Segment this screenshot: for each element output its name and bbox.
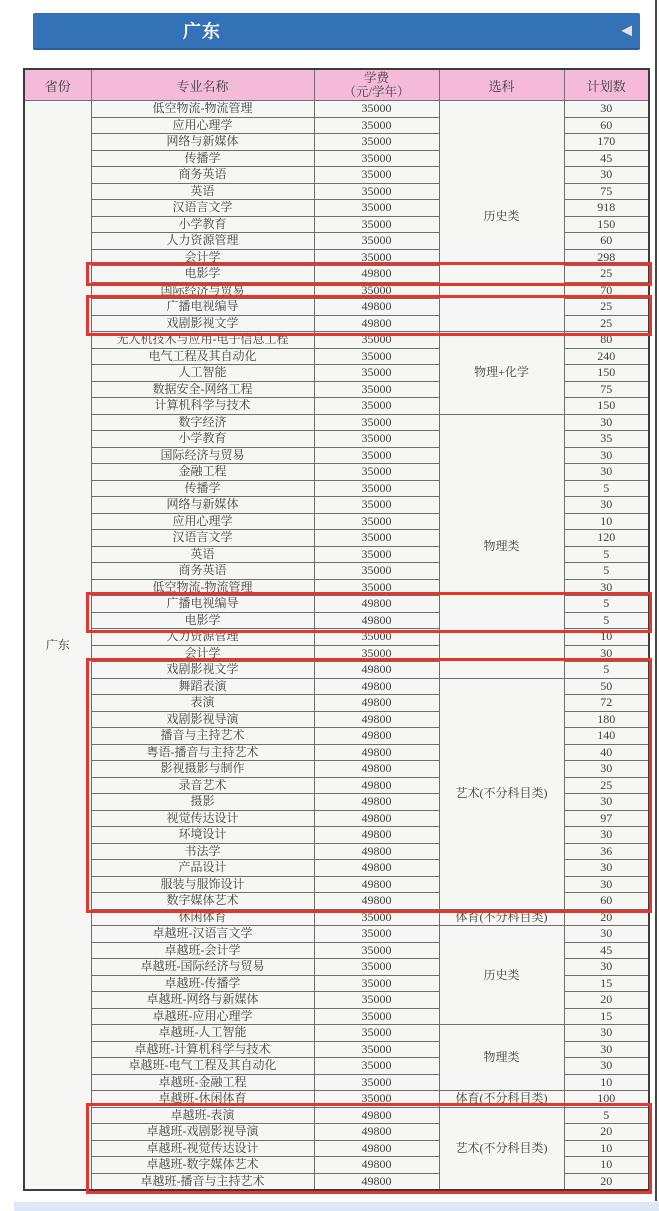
major-cell: 卓越班-播音与主持艺术 xyxy=(91,1173,314,1190)
plan-cell: 30 xyxy=(564,447,649,464)
major-cell: 卓越班-电气工程及其自动化 xyxy=(91,1058,314,1075)
major-cell: 汉语言文学 xyxy=(91,200,314,217)
fee-cell: 35000 xyxy=(314,1041,439,1058)
subject-cell: 物理类 xyxy=(439,1025,564,1091)
major-cell: 英语 xyxy=(91,183,314,200)
major-cell: 卓越班-计算机科学与技术 xyxy=(91,1041,314,1058)
col-header-major: 专业名称 xyxy=(91,69,314,101)
fee-cell: 35000 xyxy=(314,233,439,250)
major-cell: 卓越班-应用心理学 xyxy=(91,1008,314,1025)
fee-cell: 49800 xyxy=(314,893,439,910)
fee-cell: 35000 xyxy=(314,959,439,976)
major-cell: 应用心理学 xyxy=(91,117,314,134)
plan-cell: 5 xyxy=(564,662,649,679)
major-cell: 产品设计 xyxy=(91,860,314,877)
plan-cell: 15 xyxy=(564,1008,649,1025)
col-header-fee-line2: （元/学年） xyxy=(343,85,410,99)
fee-cell: 35000 xyxy=(314,200,439,217)
major-cell: 广播电视编导 xyxy=(91,596,314,613)
fee-cell: 49800 xyxy=(314,744,439,761)
major-cell: 人力资源管理 xyxy=(91,233,314,250)
plan-cell: 60 xyxy=(564,233,649,250)
fee-cell: 35000 xyxy=(314,282,439,299)
major-cell: 汉语言文学 xyxy=(91,530,314,547)
plan-cell: 170 xyxy=(564,134,649,151)
plan-cell: 5 xyxy=(564,596,649,613)
plan-cell: 30 xyxy=(564,876,649,893)
major-cell: 数字媒体艺术 xyxy=(91,893,314,910)
province-bar-title: 广东 xyxy=(183,20,221,41)
province-header-bar[interactable] xyxy=(33,13,640,50)
fee-cell: 35000 xyxy=(314,629,439,646)
fee-cell: 35000 xyxy=(314,1008,439,1025)
fee-cell: 49800 xyxy=(314,1124,439,1141)
collapse-left-triangle-icon[interactable]: ◀ xyxy=(621,22,632,39)
plan-cell: 30 xyxy=(564,827,649,844)
fee-cell: 35000 xyxy=(314,249,439,266)
major-cell: 金融工程 xyxy=(91,464,314,481)
major-cell: 电影学 xyxy=(91,612,314,629)
plan-cell: 60 xyxy=(564,117,649,134)
plan-cell: 30 xyxy=(564,959,649,976)
plan-cell: 25 xyxy=(564,777,649,794)
plan-cell: 20 xyxy=(564,1124,649,1141)
fee-cell: 35000 xyxy=(314,480,439,497)
table-row xyxy=(24,1091,649,1108)
plan-cell: 75 xyxy=(564,381,649,398)
major-cell: 会计学 xyxy=(91,249,314,266)
table-row xyxy=(24,678,649,695)
plan-cell: 150 xyxy=(564,365,649,382)
fee-cell: 35000 xyxy=(314,348,439,365)
plan-cell: 30 xyxy=(564,761,649,778)
plan-cell: 25 xyxy=(564,266,649,283)
major-cell: 国际经济与贸易 xyxy=(91,447,314,464)
major-cell: 会计学 xyxy=(91,645,314,662)
plan-cell: 70 xyxy=(564,282,649,299)
major-cell: 传播学 xyxy=(91,480,314,497)
subject-cell: 物理+化学 xyxy=(439,332,564,415)
major-cell: 应用心理学 xyxy=(91,513,314,530)
fee-cell: 35000 xyxy=(314,167,439,184)
table-row xyxy=(24,414,649,431)
major-cell: 人力资源管理 xyxy=(91,629,314,646)
major-cell: 小学教育 xyxy=(91,216,314,233)
fee-cell: 35000 xyxy=(314,332,439,349)
plan-cell: 30 xyxy=(564,101,649,118)
fee-cell: 49800 xyxy=(314,266,439,283)
subject-cell: 历史类 xyxy=(439,926,564,1025)
fee-cell: 49800 xyxy=(314,761,439,778)
plan-cell: 5 xyxy=(564,546,649,563)
major-cell: 数字经济 xyxy=(91,414,314,431)
major-cell: 卓越班-汉语言文学 xyxy=(91,926,314,943)
fee-cell: 35000 xyxy=(314,464,439,481)
major-cell: 商务英语 xyxy=(91,563,314,580)
fee-cell: 49800 xyxy=(314,299,439,316)
fee-cell: 35000 xyxy=(314,365,439,382)
major-cell: 卓越班-人工智能 xyxy=(91,1025,314,1042)
table-row xyxy=(24,332,649,349)
fee-cell: 35000 xyxy=(314,447,439,464)
major-cell: 戏剧影视导演 xyxy=(91,711,314,728)
fee-cell: 49800 xyxy=(314,827,439,844)
plan-cell: 45 xyxy=(564,942,649,959)
major-cell: 卓越班-表演 xyxy=(91,1107,314,1124)
col-header-fee xyxy=(314,69,439,101)
plan-cell: 30 xyxy=(564,167,649,184)
fee-cell: 35000 xyxy=(314,431,439,448)
fee-cell: 49800 xyxy=(314,1157,439,1174)
subject-cell: 艺术(不分科目类) xyxy=(439,678,564,909)
fee-cell: 49800 xyxy=(314,711,439,728)
fee-cell: 35000 xyxy=(314,645,439,662)
fee-cell: 49800 xyxy=(314,777,439,794)
plan-cell: 10 xyxy=(564,1157,649,1174)
major-cell: 低空物流-物流管理 xyxy=(91,101,314,118)
fee-cell: 49800 xyxy=(314,860,439,877)
major-cell: 书法学 xyxy=(91,843,314,860)
major-cell: 摄影 xyxy=(91,794,314,811)
major-cell: 戏剧影视文学 xyxy=(91,662,314,679)
major-cell: 卓越班-网络与新媒体 xyxy=(91,992,314,1009)
plan-cell: 30 xyxy=(564,860,649,877)
plan-cell: 72 xyxy=(564,695,649,712)
table-row xyxy=(24,1107,649,1124)
plan-cell: 75 xyxy=(564,183,649,200)
fee-cell: 49800 xyxy=(314,876,439,893)
col-header-plan: 计划数 xyxy=(564,69,649,101)
plan-cell: 20 xyxy=(564,992,649,1009)
major-cell: 小学教育 xyxy=(91,431,314,448)
plan-cell: 150 xyxy=(564,398,649,415)
province-cell: 广东 xyxy=(24,101,91,1191)
major-cell: 录音艺术 xyxy=(91,777,314,794)
major-cell: 影视摄影与制作 xyxy=(91,761,314,778)
plan-cell: 120 xyxy=(564,530,649,547)
fee-cell: 49800 xyxy=(314,612,439,629)
major-cell: 数据安全-网络工程 xyxy=(91,381,314,398)
plan-cell: 35 xyxy=(564,431,649,448)
subject-cell: 历史类 xyxy=(439,101,564,332)
plan-cell: 60 xyxy=(564,893,649,910)
plan-cell: 5 xyxy=(564,1107,649,1124)
fee-cell: 35000 xyxy=(314,579,439,596)
major-cell: 戏剧影视文学 xyxy=(91,315,314,332)
plan-cell: 140 xyxy=(564,728,649,745)
plan-cell: 10 xyxy=(564,629,649,646)
major-cell: 电气工程及其自动化 xyxy=(91,348,314,365)
table-row xyxy=(24,101,649,118)
plan-cell: 10 xyxy=(564,1140,649,1157)
major-cell: 国际经济与贸易 xyxy=(91,282,314,299)
fee-cell: 35000 xyxy=(314,216,439,233)
major-cell: 粤语-播音与主持艺术 xyxy=(91,744,314,761)
plan-cell: 30 xyxy=(564,414,649,431)
fee-cell: 49800 xyxy=(314,1107,439,1124)
plan-cell: 5 xyxy=(564,480,649,497)
fee-cell: 35000 xyxy=(314,513,439,530)
major-cell: 表演 xyxy=(91,695,314,712)
major-cell: 卓越班-休闲体育 xyxy=(91,1091,314,1108)
major-cell: 服装与服饰设计 xyxy=(91,876,314,893)
plan-cell: 30 xyxy=(564,926,649,943)
table-row xyxy=(24,1025,649,1042)
fee-cell: 35000 xyxy=(314,992,439,1009)
major-cell: 播音与主持艺术 xyxy=(91,728,314,745)
major-cell: 广播电视编导 xyxy=(91,299,314,316)
major-cell: 卓越班-国际经济与贸易 xyxy=(91,959,314,976)
plan-cell: 45 xyxy=(564,150,649,167)
table-row xyxy=(24,909,649,926)
plan-cell: 40 xyxy=(564,744,649,761)
fee-cell: 35000 xyxy=(314,546,439,563)
major-cell: 计算机科学与技术 xyxy=(91,398,314,415)
major-cell: 网络与新媒体 xyxy=(91,134,314,151)
col-header-subject: 选科 xyxy=(439,69,564,101)
fee-cell: 35000 xyxy=(314,926,439,943)
plan-cell: 30 xyxy=(564,1058,649,1075)
fee-cell: 49800 xyxy=(314,728,439,745)
plan-cell: 918 xyxy=(564,200,649,217)
fee-cell: 35000 xyxy=(314,381,439,398)
fee-cell: 49800 xyxy=(314,794,439,811)
plan-cell: 30 xyxy=(564,645,649,662)
fee-cell: 35000 xyxy=(314,975,439,992)
fee-cell: 35000 xyxy=(314,134,439,151)
major-cell: 电影学 xyxy=(91,266,314,283)
admission-plan-table xyxy=(23,68,650,1191)
subject-cell: 体育(不分科目类) xyxy=(439,1091,564,1108)
major-cell: 休闲体育 xyxy=(91,909,314,926)
fee-cell: 49800 xyxy=(314,810,439,827)
table-row xyxy=(24,926,649,943)
fee-cell: 35000 xyxy=(314,563,439,580)
fee-cell: 49800 xyxy=(314,662,439,679)
plan-cell: 5 xyxy=(564,563,649,580)
plan-cell: 25 xyxy=(564,299,649,316)
plan-cell: 30 xyxy=(564,1041,649,1058)
subject-cell: 艺术(不分科目类) xyxy=(439,1107,564,1190)
major-cell: 卓越班-数字媒体艺术 xyxy=(91,1157,314,1174)
table-header-row xyxy=(24,69,649,101)
plan-cell: 240 xyxy=(564,348,649,365)
subject-cell: 体育(不分科目类) xyxy=(439,909,564,926)
fee-cell: 49800 xyxy=(314,695,439,712)
plan-cell: 80 xyxy=(564,332,649,349)
fee-cell: 35000 xyxy=(314,530,439,547)
fee-cell: 35000 xyxy=(314,1091,439,1108)
plan-cell: 50 xyxy=(564,678,649,695)
fee-cell: 35000 xyxy=(314,1025,439,1042)
major-cell: 无人机技术与应用-电子信息工程 xyxy=(91,332,314,349)
major-cell: 商务英语 xyxy=(91,167,314,184)
major-cell: 人工智能 xyxy=(91,365,314,382)
plan-cell: 30 xyxy=(564,579,649,596)
fee-cell: 35000 xyxy=(314,150,439,167)
plan-cell: 100 xyxy=(564,1091,649,1108)
fee-cell: 35000 xyxy=(314,101,439,118)
col-header-fee-line1: 学费 xyxy=(363,71,389,85)
plan-cell: 150 xyxy=(564,216,649,233)
plan-cell: 10 xyxy=(564,1074,649,1091)
plan-cell: 30 xyxy=(564,1025,649,1042)
plan-cell: 30 xyxy=(564,794,649,811)
fee-cell: 49800 xyxy=(314,596,439,613)
major-cell: 环境设计 xyxy=(91,827,314,844)
major-cell: 舞蹈表演 xyxy=(91,678,314,695)
plan-cell: 180 xyxy=(564,711,649,728)
fee-cell: 35000 xyxy=(314,1074,439,1091)
page-right-border xyxy=(655,0,657,1201)
subject-cell: 物理类 xyxy=(439,414,564,678)
major-cell: 传播学 xyxy=(91,150,314,167)
col-header-province: 省份 xyxy=(24,69,91,101)
fee-cell: 49800 xyxy=(314,1173,439,1190)
fee-cell: 49800 xyxy=(314,315,439,332)
fee-cell: 35000 xyxy=(314,909,439,926)
fee-cell: 35000 xyxy=(314,942,439,959)
major-cell: 网络与新媒体 xyxy=(91,497,314,514)
major-cell: 英语 xyxy=(91,546,314,563)
major-cell: 卓越班-会计学 xyxy=(91,942,314,959)
bottom-strip xyxy=(14,1202,659,1211)
plan-cell: 30 xyxy=(564,464,649,481)
plan-cell: 5 xyxy=(564,612,649,629)
plan-cell: 20 xyxy=(564,909,649,926)
fee-cell: 49800 xyxy=(314,843,439,860)
plan-cell: 298 xyxy=(564,249,649,266)
fee-cell: 49800 xyxy=(314,1140,439,1157)
plan-cell: 97 xyxy=(564,810,649,827)
fee-cell: 49800 xyxy=(314,678,439,695)
major-cell: 卓越班-传播学 xyxy=(91,975,314,992)
fee-cell: 35000 xyxy=(314,183,439,200)
fee-cell: 35000 xyxy=(314,117,439,134)
plan-cell: 36 xyxy=(564,843,649,860)
major-cell: 卓越班-戏剧影视导演 xyxy=(91,1124,314,1141)
plan-cell: 25 xyxy=(564,315,649,332)
major-cell: 卓越班-视觉传达设计 xyxy=(91,1140,314,1157)
major-cell: 视觉传达设计 xyxy=(91,810,314,827)
fee-cell: 35000 xyxy=(314,1058,439,1075)
fee-cell: 35000 xyxy=(314,414,439,431)
major-cell: 卓越班-金融工程 xyxy=(91,1074,314,1091)
fee-cell: 35000 xyxy=(314,398,439,415)
plan-cell: 15 xyxy=(564,975,649,992)
plan-cell: 20 xyxy=(564,1173,649,1190)
fee-cell: 35000 xyxy=(314,497,439,514)
plan-cell: 10 xyxy=(564,513,649,530)
plan-cell: 30 xyxy=(564,497,649,514)
major-cell: 低空物流-物流管理 xyxy=(91,579,314,596)
